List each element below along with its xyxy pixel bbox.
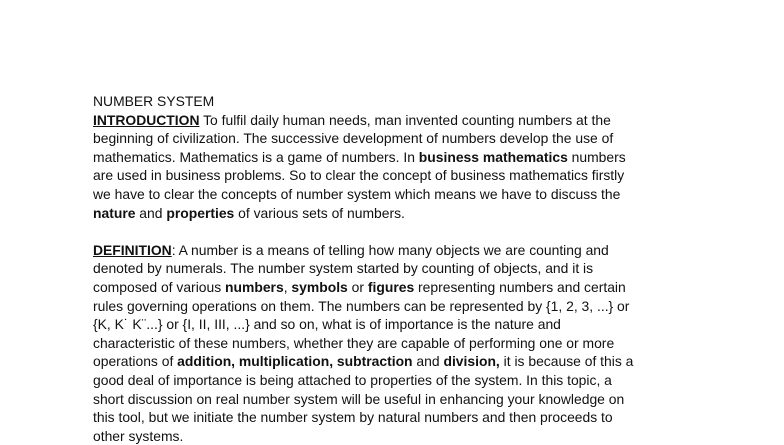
def-line-3-text-a: composed of various [93,278,226,295]
def-line-7-text-a: operations of [93,353,178,370]
definition-heading: DEFINITION [93,241,172,258]
intro-line-6-text-b: and [135,204,167,221]
document-title: NUMBER SYSTEM [93,93,215,109]
def-line-3-text-c: , [283,278,292,295]
def-line-7-text-c: and [412,353,444,370]
def-line-8: good deal of importance is being attached to properties of the system. In this topic, a [93,371,612,388]
intro-line-3 [93,148,708,167]
figures-term: figures [367,278,415,295]
introduction-paragraph [93,111,708,223]
symbols-term: symbols [291,278,348,295]
intro-line-5: we have to clear the concepts of number system which means we have to discuss the [93,185,621,202]
def-line-3-text-e: or [347,278,368,295]
intro-line-1 [93,111,708,130]
def-line-2: denoted by numerals. The number system started by counting of objects, and it is [93,260,594,277]
business-mathematics-term: business mathematics [418,148,568,165]
intro-line-4: are used in business problems. So to clear the concept of business mathematics firstly [93,167,625,184]
intro-line-3-text-c: numbers [567,148,626,165]
definition-paragraph [93,241,708,445]
def-line-7-text-e: it is because of this a [499,353,634,370]
properties-term: properties [166,204,235,221]
document-body [93,92,708,445]
def-line-5: {K, K˙ K¨...} or {I, II, III, ...} and so on, what is of importance is the nature and [93,316,561,333]
paragraph-gap [93,222,708,241]
nature-term: nature [93,204,136,221]
def-line-3 [93,278,708,297]
intro-line-6-text-d: of various sets of numbers. [234,204,405,221]
def-line-3-text-g: representing numbers and certain [414,278,626,295]
def-line-9: short discussion on real number system will be useful in enhancing your knowledge on [93,390,625,407]
def-line-6: characteristic of these numbers, whether they are capable of performing one or more [93,334,615,351]
numbers-term: numbers [225,278,284,295]
intro-line-2: beginning of civilization. The successive development of numbers develop the use of [93,130,614,147]
def-line-10: this tool, but we initiate the number system by natural numbers and then proceeds to [93,409,613,426]
operations-term: addition, multiplication, subtraction [177,353,413,370]
def-line-4: rules governing operations on them. The numbers can be represented by {1, 2, 3, ...} or [93,297,630,314]
def-line-11: other systems. [93,427,184,444]
def-line-1-text: : A number is a means of telling how many objects we are counting and [171,241,609,258]
introduction-heading: INTRODUCTION [93,111,200,128]
intro-line-1-text: To fulfil daily human needs, man invented counting numbers at the [199,111,611,128]
def-line-1 [93,241,708,260]
intro-line-6 [93,204,708,223]
intro-line-3-text-a: mathematics. Mathematics is a game of numbers. In [93,148,419,165]
def-line-7 [93,352,708,371]
division-term: division, [443,353,500,370]
